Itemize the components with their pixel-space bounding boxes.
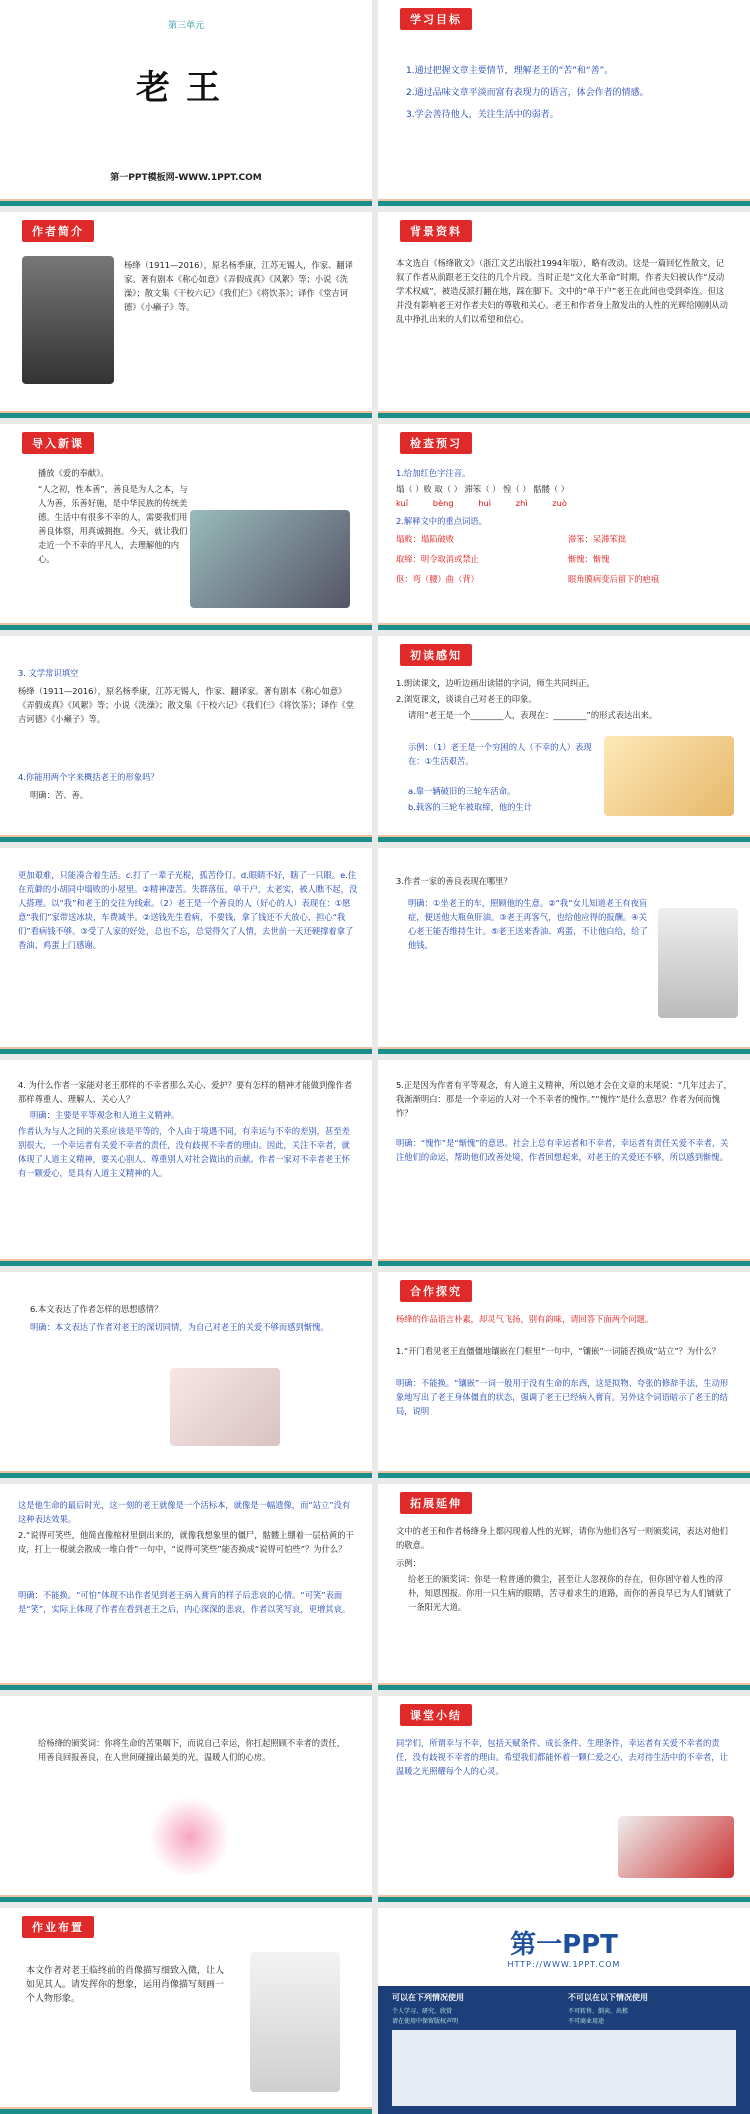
explore-t3: 明确：不能换。“镶嵌”一词一般用于没有生命的东西，这是拟物、夸张的修辞手法，生动形象地写出了老王身体僵直的状态，强调了老王已经病入膏肓。另外这个词语暗示了老王的结局，说明 [396,1378,729,1416]
why-answer-1: 明确：主要是平等观念和人道主义精神。 [30,1110,180,1120]
site-label: 第一PPT模板网-WWW.1PPT.COM [110,173,262,183]
goal-2: 2.通过品味文章平淡而富有表现力的语言，体会作者的情感。 [406,88,649,98]
author-photo [22,256,114,384]
book-photo [170,1368,280,1446]
explore2-answer: 明确：不能换。“可怕”体现不出作者见到老王病入膏肓的样子后悲哀的心情。“可笑”表面是“笑”，实际上体现了作者在看到老王之后，内心深深的悲哀，作者以笑写哀，更增其哀。 [18,1590,351,1614]
preview-w4: 惭愧：惭愧 [568,554,610,564]
explore2-text: 这是他生命的最后时光，这一刻的老王就像是一个活标本，就像是一幅遗像，而“站立”没有这种表达效果。 [18,1500,351,1524]
slide-why-care [0,1060,372,1266]
lit-question: 4.你能用两个字来概括老王的形象吗？ [18,772,159,782]
tag-preview: 检查预习 [400,432,472,454]
lit-text: 杨绛（1911—2016），原名杨季康，江苏无锡人，作家、翻译家。著有剧本《称心如意》《弄假成真》《风絮》等；小说《洗澡》；散文集《干校六记》《我们仨》《将饮茶》；译作《堂吉诃德》《小癞子》等。 [18,686,355,724]
slide-background [378,212,750,418]
fr-t4: 示例：（1）老王是一个穷困的人（不幸的人）表现在：①生活艰苦。 [408,742,592,766]
license-l4: 不可商业用途 [568,2018,605,2025]
background-text: 本文选自《杨绛散文》（浙江文艺出版社1994年版），略有改动。这是一篇回忆性散文，记叙了作者从前跟老王交往的几个片段。当时正是“文化大革命”时期，作者夫妇被认作“反动学术权威”，被造反派打翻在地，踩在脚下。文中的“单干户”老王在此间也受到牵连。但这并没有影响老王对作者夫妇的尊敬和关心。老王和作者身上散发出的人性的光辉给刚刚从动乱中挣扎出来的人们以希望和信心。 [396,258,728,324]
goal-1: 1.通过把握文章主要情节，理解老王的“苦”和“善”。 [406,66,614,76]
license-l1: 个人学习、研究、欣赏 [392,2008,453,2015]
slide-homework [0,1908,372,2114]
brand-logo: 第一PPT [510,1930,618,1960]
unit-label: 第三单元 [167,21,204,31]
guilt-answer: 明确：“愧怍”是“惭愧”的意思。社会上总有幸运者和不幸者，幸运者有责任关爱不幸者，关注他们的命运，帮助他们改善处境，作者回想起来，对老王的关爱还不够，所以感到惭愧。 [396,1138,729,1162]
tag-author: 作者简介 [22,220,94,242]
why-answer-2: 作者认为与人之间的关系应该是平等的，个人由于境遇不同，有幸运与不幸的差别，甚至差别很大，一个幸运者有关爱不幸者的责任，没有歧视不幸者的理由。因此，关注不幸者，就体现了人道主义精神，要关心别人、尊重别人对社会做出的贡献。作者一家对不幸者老王怀有一颗爱心，是具有人道主义精神的人。 [18,1126,350,1178]
slide-explore-2 [0,1484,372,1690]
guilt-question: 5.正是因为作者有平等观念，有人道主义精神，所以她才会在文章的末尾说：“几年过去了，我渐渐明白：那是一个幸运的人对一个不幸者的愧怍。”“愧怍”是什么意思？作者为何而愧怍？ [396,1080,732,1118]
tag-summary: 课堂小结 [400,1704,472,1726]
slide-title [0,0,372,206]
tricycle-illustration [604,736,734,816]
extend-t1: 文中的老王和作者杨绛身上都闪现着人性的光辉，请你为他们各写一则颁奖词，表达对他们的敬意。 [396,1526,728,1550]
summary-text: 同学们，所谓幸与不幸，包括天赋条件、成长条件、生理条件，幸运者有关爱不幸者的责任，没有歧视不幸者的理由。希望我们都能怀着一颗仁爱之心，去对待生活中的不幸者，让温暖之光照耀每个人的心灵。 [396,1738,728,1776]
why-question: 4. 为什么作者一家能对老王那样的不幸者那么关心、爱护？要有怎样的精神才能做到像作者那样尊重人、理解人、关心人？ [18,1080,353,1104]
old-man-sketch [658,908,738,1018]
slide-impression [0,848,372,1054]
crowd-illustration [618,1816,734,1878]
license-denied-heading: 不可以在以下情况使用 [568,1993,648,2002]
lit-answer: 明确：苦、善。 [30,790,89,800]
slide-emotion [0,1272,372,1478]
tag-explore: 合作探究 [400,1280,472,1302]
fr-t5: a.靠一辆破旧的三轮车活命。 [408,786,516,796]
preview-w1: 塌败：塌陷破败 [396,534,455,544]
slide-guilt [378,1060,750,1266]
slide-summary [378,1696,750,1902]
explore-t2: 1.“开门看见老王直僵僵地镶嵌在门框里”一句中，“镶嵌”一词能否换成“站立”？为什么？ [396,1346,721,1356]
explore2-question: 2.“说得可笑些，他简直像棺材里倒出来的，就像我想象里的僵尸，骷髅上绷着一层枯黄的干皮，打上一棍就会散成一堆白骨”一句中，“说得可笑些”能否换成“说得可怕些”？为什么？ [18,1530,354,1554]
award-text: 给杨绛的颁奖词：你将生命的苦果咽下，而说自己幸运，你扛起照顾不幸者的责任，用善良回报善良，在人世间碰撞出最美的光，温暖人们的心房。 [38,1738,345,1762]
slide-bar [0,201,372,206]
preview-l1: 1.给加红色字注音。 [396,468,471,478]
extend-t3: 给老王的颁奖词：你是一粒普通的微尘，甚至让人忽视你的存在，但你固守着人性的淳朴，知恩图报。你用一只生病的眼睛，苦寻着求生的道路，而你的善良早已为人们铺就了一条阳光大道。 [408,1574,732,1612]
page-title: 老王 [136,68,236,108]
preview-pinyin: kuǐ bèng huì zhì zuò [396,498,567,508]
tag-homework: 作业布置 [22,1916,94,1938]
extend-t2: 示例： [396,1558,421,1568]
slide-explore [378,1272,750,1478]
intro-line: 播放《爱的奉献》。 [38,468,109,478]
slide-award [0,1696,372,1902]
fr-t2: 2.浏览课文，谈谈自己对老王的印象。 [396,694,537,704]
tag-background: 背景资料 [400,220,472,242]
impression-text: 更加艰难，只能凑合着生活。c.打了一辈子光棍，孤苦伶仃。d.眼睛不好，瞎了一只眼。e.住在荒僻的小胡同中塌败的小屋里。②精神凄苦。失群落伍，单干户，太老实，被人瞧不起，没人搭理。以“我”和老王的交往为线索。（2）老王是一个善良的人（好心的人）表现在：①愿意“我们”家带送冰块，车费减半。②送钱先生看病，不要钱，拿了钱还不大放心，担心“我们”看病钱不够。③受了人家的好处，总也不忘，总觉得欠了人情，去世前一天还硬撑着拿了香油、鸡蛋上门感谢。 [18,870,358,950]
kindness-question: 3.作者一家的善良表现在哪里？ [396,876,512,886]
tag-goals: 学习目标 [400,8,472,30]
preview-w3: 取缔：明令取消或禁止 [396,554,479,564]
emotion-question: 6.本文表达了作者怎样的思想感情？ [30,1304,163,1314]
slide-preview [378,424,750,630]
slide-intro [0,424,372,630]
slide-literature [0,636,372,842]
slide-first-read [378,636,750,842]
intro-photo [190,510,350,608]
explore-t1: 杨绛的作品语言朴素，却灵气飞扬，别有韵味，请回答下面两个问题。 [396,1314,654,1324]
slide-author [0,212,372,418]
fr-t6: b.载客的三轮车被取缔，他的生计 [408,802,533,812]
kindness-answer: 明确：①坐老王的车，照顾他的生意。②“我”女儿知道老王有夜盲症，便送他大瓶鱼肝油。③老王再客气，也给他应得的报酬。④关心老王能否维持生计。⑤老王送来香油、鸡蛋，不让他白给，给了他钱。 [408,898,648,950]
emotion-answer: 明确：本文表达了作者对老王的深切同情，为自己对老王的关爱不够而感到惭愧。 [30,1322,329,1332]
intro-text: “人之初，性本善”，善良是为人之本，与人为善，乐善好施，是中华民族的传统美德。生活中有很多不幸的人，需要我们用善良体察，用真诚拥抱。今天，就让我们走近一个不幸的平凡人，去理解他的内心。 [38,484,188,564]
tag-first-read: 初读感知 [400,644,472,666]
preview-l2: 塌（ ）败 取（ ） 滞笨（ ） 惶（ ） 骷髅（ ） [396,484,570,494]
slide-extend [378,1484,750,1690]
fr-t1: 1.朗读课文，边听边画出读错的字词，师生共同纠正。 [396,678,595,688]
slide-kindness [378,848,750,1054]
lit-title: 3. 文学常识填空 [18,668,79,678]
license-allowed-heading: 可以在下列情况使用 [392,1993,464,2002]
preview-w2: 滞笨：呆滞笨拙 [568,534,627,544]
fr-t3: 请用“老王是一个________人，表现在：________”的形式表达出来。 [408,710,658,720]
license-l2: 不可转售、倒卖、出租 [568,2008,629,2015]
goal-3: 3.学会善待他人，关注生活中的弱者。 [406,110,559,120]
license-l3: 请在使用中保留版权声明 [392,2018,459,2025]
old-man-illustration [250,1952,340,2092]
brand-url: HTTP://WWW.1PPT.COM [507,1960,621,1969]
tag-intro: 导入新课 [22,432,94,454]
slide-license [378,1908,750,2114]
preview-w5: 伛：弯（腰）曲（背） [396,574,479,584]
preview-l3: 2.解释文中的重点词语。 [396,516,487,526]
flower-illustration [150,1796,230,1878]
preview-w6: 眼角膜病变后留下的疤痕 [568,574,660,584]
tag-extend: 拓展延伸 [400,1492,472,1514]
slide-goals [378,0,750,206]
homework-text: 本文作者对老王临终前的肖像描写细致入微，让人如见其人。请发挥你的想象，运用肖像描写刻画一个人物形象。 [26,1966,225,2004]
author-text: 杨绛（1911—2016），原名杨季康，江苏无锡人，作家、翻译家。著有剧本《称心如意》《弄假成真》《风絮》等；小说《洗澡》；散文集《干校六记》《我们仨》《将饮茶》；译作《堂吉诃德》《小癞子》等。 [124,260,353,312]
